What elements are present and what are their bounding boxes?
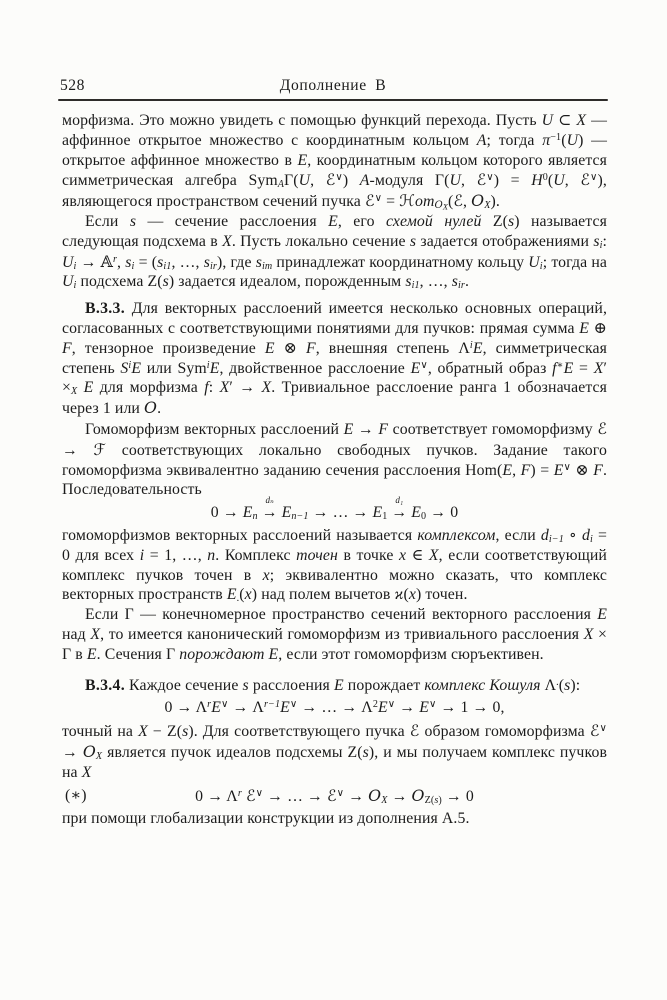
text-segment: s bbox=[593, 232, 600, 250]
text-segment: схемой нулей bbox=[386, 212, 482, 230]
text-segment: f bbox=[204, 379, 209, 397]
text-segment: ) bbox=[438, 794, 442, 806]
para-b33-operations: В.3.3. Для векторных расслоений имеется несколько основных операций, согласованных с соответствующими понятиями для пучков: прямая сумма E ⊕ F, тензорное произведение E ⊗ F, внешняя степень $\Lambda^iE$, симметрическая степень $S^iE$ или Sym$^i$E, двойственное расслоение E∨, обратный образ f∗E = X′ ×X E для морфизма f: X′ → X. Тривиальное расслоение ранга 1 обозначается через 1 или O. bbox=[62, 300, 608, 418]
text-segment: E bbox=[209, 359, 220, 377]
text-segment: x bbox=[398, 546, 407, 564]
text-segment: E bbox=[268, 645, 279, 663]
text-segment: X bbox=[95, 751, 103, 763]
text-segment: ℰ bbox=[597, 418, 607, 438]
text-segment: i bbox=[589, 534, 593, 546]
text-segment: E bbox=[242, 504, 253, 522]
text-segment: E bbox=[553, 461, 564, 479]
text-segment: E bbox=[472, 339, 483, 357]
text-segment: 0 bbox=[542, 172, 548, 184]
text-segment: комплекс Кошуля bbox=[424, 676, 541, 694]
arrow-icon: → bbox=[391, 504, 408, 522]
formula-label: (∗) bbox=[65, 786, 87, 804]
text-segment: F bbox=[520, 461, 531, 479]
text-segment: U bbox=[566, 131, 579, 149]
text-segment: . bbox=[236, 593, 240, 605]
page-number: 528 bbox=[60, 77, 85, 94]
text-segment: i bbox=[128, 359, 132, 371]
formula-koszul-complex: $0 \to \Lambda^rE^\vee \to \Lambda^{r-1}E^\vee$ → … → $\Lambda^2E^\vee \to E^\vee \to 1 \to 0$, bbox=[164, 699, 505, 717]
text-segment: O bbox=[471, 191, 485, 211]
text-segment: H bbox=[531, 172, 543, 190]
text-segment: ℰ bbox=[245, 785, 256, 805]
para-b34-koszul: В.3.4. Каждое сечение s расслоения E порождает комплекс Кошуля Λ.(s): bbox=[85, 676, 581, 694]
running-head: Дополнение В bbox=[279, 77, 387, 94]
text-segment: ℰ bbox=[364, 191, 375, 211]
text-segment: 𝔸 bbox=[100, 251, 113, 271]
text-segment: s bbox=[564, 676, 571, 694]
text-segment: E bbox=[377, 699, 388, 717]
text-segment: i bbox=[599, 240, 603, 251]
text-segment: E bbox=[131, 359, 142, 377]
text-segment: ir bbox=[210, 260, 217, 272]
text-segment: E bbox=[281, 504, 292, 522]
text-segment: d bbox=[540, 526, 549, 544]
text-segment: E bbox=[372, 504, 383, 522]
text-segment: ∨ bbox=[599, 722, 607, 734]
text-segment: X bbox=[428, 546, 439, 564]
text-segment: 0 bbox=[421, 511, 427, 523]
text-segment: ℋ bbox=[399, 191, 415, 211]
text-segment: ℰ bbox=[589, 721, 600, 741]
text-segment: U bbox=[298, 172, 311, 190]
para-exact-ideal-sheaf: точный на X − Z(s). Для соответствующего пучка ℰ образом гомоморфизма ℰ∨ → OX является пучок идеалов подсхемы Z(s), и мы получаем комплекс пучков на X bbox=[62, 721, 607, 781]
text-segment: s bbox=[129, 212, 137, 230]
text-segment: F bbox=[593, 461, 603, 479]
text-segment: Z( bbox=[424, 794, 435, 806]
text-segment: i bbox=[73, 260, 77, 272]
text-segment: X bbox=[593, 359, 604, 377]
text-segment: ℰ bbox=[453, 191, 464, 211]
text-segment: U bbox=[449, 172, 461, 190]
para-gamma-sections: Если Γ — конечномерное пространство сечений векторного расслоения E над X, то имеется канонический гомоморфизм из тривиального расслоения X × Γ в E. Сечения Γ порождают E, если этот гомоморфизм сюръективен. bbox=[62, 606, 607, 663]
text-segment: E bbox=[410, 359, 421, 377]
text-segment: ℰ bbox=[327, 785, 337, 805]
text-segment: X bbox=[261, 379, 272, 397]
text-segment: E bbox=[264, 339, 275, 357]
text-segment: X bbox=[71, 386, 78, 398]
text-segment: i bbox=[139, 546, 145, 564]
header-rule bbox=[58, 99, 608, 101]
text-segment: d bbox=[581, 526, 590, 544]
para-complex-definition: гомоморфизмов векторных расслоений называется комплексом, если di−1 ∘ di = 0 для всех i = 1, …, n. Комплекс точен в точке x ∈ X, если соответствующий комплекс пучков точен в x; эквивалентно можно сказать, что комплекс векторных пространств E.(x) над полем вычетов ϰ(x) точен. bbox=[62, 526, 607, 605]
text-segment: E bbox=[83, 379, 94, 397]
text-segment: ℰ bbox=[580, 170, 591, 190]
text-segment: f bbox=[552, 359, 557, 377]
text-segment: s bbox=[162, 273, 169, 291]
text-segment: r bbox=[113, 253, 118, 265]
para-homomorphism: Гомоморфизм векторных расслоений E → F соответствует гомоморфизму ℰ → ℱ соответствующих локально свободных пучков. Задание такого гомоморфизма эквивалентно заданию сечения расслоения Hom(E, F) = E∨ ⊗ F. Последовательность bbox=[62, 418, 608, 499]
para-zero-scheme: Если s — сечение расслоения E, его схемой нулей Z(s) называется следующая подсхема в X. Пусть локально сечение s задается отображениями si: Ui → 𝔸$^r$, si = (si1, …, sir), где sim принадлежат координатному кольцу Ui; тогда на Ui подсхема Z(s) задается идеалом, порожденным si1, …, sir. bbox=[62, 212, 608, 292]
text-segment: ∨ bbox=[374, 192, 383, 204]
text-segment: n−1 bbox=[291, 511, 309, 523]
text-segment: ∨ bbox=[220, 699, 229, 711]
text-segment: A bbox=[277, 179, 284, 191]
para-transition-functions: морфизма. Это можно увидеть с помощью функций перехода. Пусть U ⊂ X — аффинное открытое множество с координатным кольцом A; тогда $\pi^{-1}(U)$ — открытое аффинное множество в E, координатным кольцом которого является симметрическая алгебра SymAΓ(U, ℰ∨) A-модуля Γ(U, ℰ∨) = $H^0(U$, ℰ∨), являющегося пространством сечений пучка ℰ∨ = ℋomO$_X$(ℰ, OX). bbox=[62, 112, 608, 212]
text-segment: E bbox=[86, 645, 97, 663]
text-segment: s bbox=[409, 232, 417, 250]
text-segment: O bbox=[411, 785, 425, 805]
text-segment: O bbox=[82, 741, 96, 761]
text-segment: i bbox=[73, 280, 77, 292]
text-segment: s bbox=[405, 273, 412, 291]
text-segment: A bbox=[359, 172, 370, 190]
text-segment: ∨ bbox=[420, 359, 428, 371]
text-segment: i1 bbox=[163, 260, 172, 272]
text-segment: X bbox=[484, 200, 491, 212]
text-segment: s bbox=[362, 743, 369, 761]
text-segment: −1 bbox=[550, 131, 562, 143]
text-segment: E bbox=[211, 699, 221, 717]
text-segment: s bbox=[203, 253, 210, 271]
text-segment: E bbox=[328, 212, 338, 230]
para-globalization: при помощи глобализации конструкции из дополнения А.5. bbox=[62, 810, 470, 828]
page-body bbox=[62, 111, 607, 829]
text-segment: X bbox=[219, 379, 230, 397]
text-segment: ℰ bbox=[476, 170, 487, 190]
text-segment: x bbox=[244, 586, 252, 604]
text-segment: i bbox=[206, 359, 210, 371]
text-segment: E bbox=[502, 461, 513, 479]
text-segment: ir bbox=[457, 280, 465, 292]
text-segment: F bbox=[62, 339, 72, 357]
text-segment: O bbox=[368, 785, 382, 805]
text-segment: x bbox=[262, 566, 270, 584]
text-segment: r bbox=[207, 699, 212, 711]
text-segment: X bbox=[81, 763, 92, 781]
text-segment: X bbox=[90, 625, 101, 643]
text-segment: i bbox=[131, 260, 135, 272]
text-segment: E bbox=[297, 151, 308, 169]
text-segment: s bbox=[434, 794, 439, 806]
text-segment: В.3.3. bbox=[85, 300, 125, 318]
text-segment: порождают bbox=[179, 645, 265, 663]
text-segment: E bbox=[411, 504, 422, 522]
labeled-arrow bbox=[258, 495, 282, 523]
text-segment: F bbox=[378, 420, 389, 438]
text-segment: om bbox=[414, 193, 435, 211]
text-segment: s bbox=[182, 723, 189, 741]
page-header bbox=[58, 78, 608, 94]
text-segment: ϰ bbox=[394, 586, 404, 604]
text-segment: ∨ bbox=[563, 461, 571, 473]
text-segment: ℰ bbox=[409, 721, 420, 741]
text-segment: r−1 bbox=[264, 699, 281, 711]
text-segment: ℱ bbox=[93, 439, 107, 459]
text-segment: E bbox=[226, 586, 237, 604]
text-segment: X bbox=[222, 232, 232, 250]
text-segment: 2 bbox=[372, 699, 378, 711]
text-segment: ∨ bbox=[255, 787, 264, 799]
text-segment: ∨ bbox=[428, 699, 437, 711]
text-segment: O bbox=[144, 398, 158, 418]
formula-complex-sequence: 0 → En dₙ → En−1 → … → E1 d₁ → E0 → 0 bbox=[210, 495, 459, 523]
arrow-label: d₁ bbox=[395, 495, 404, 506]
text-segment: s bbox=[242, 676, 249, 694]
text-segment: U bbox=[62, 273, 74, 291]
text-segment: ∗ bbox=[556, 359, 564, 371]
text-segment: A bbox=[476, 131, 487, 149]
text-segment: i−1 bbox=[548, 534, 564, 546]
text-segment: E bbox=[597, 606, 607, 624]
text-segment: π bbox=[542, 131, 551, 149]
formula-star-sheaf-complex: (∗) $0 \to \Lambda^r$ ℰ∨ → … → ℰ∨ → OX → OZ(s) → 0 bbox=[65, 785, 474, 806]
text-segment: точен bbox=[296, 546, 338, 564]
text-segment: S bbox=[120, 359, 129, 377]
text-segment: 1 bbox=[382, 511, 388, 523]
text-segment: ∨ bbox=[590, 172, 598, 184]
text-segment: im bbox=[261, 260, 273, 272]
text-segment: U bbox=[528, 253, 540, 271]
text-segment: E bbox=[333, 676, 344, 694]
text-segment: n bbox=[207, 546, 216, 564]
text-segment: U bbox=[62, 253, 74, 271]
text-segment: комплексом bbox=[417, 526, 496, 544]
text-segment: X bbox=[138, 723, 148, 741]
text-segment: x bbox=[408, 586, 416, 604]
text-segment: s bbox=[157, 253, 164, 271]
text-segment: E bbox=[563, 359, 574, 377]
text-segment: n bbox=[252, 511, 258, 523]
text-segment: E bbox=[280, 699, 290, 717]
text-segment: s bbox=[507, 212, 515, 230]
text-segment: ∨ bbox=[289, 699, 298, 711]
text-segment: ∨ bbox=[387, 699, 396, 711]
text-segment: O bbox=[434, 200, 443, 212]
text-segment: i1 bbox=[411, 280, 420, 292]
text-segment: X bbox=[576, 112, 587, 129]
text-segment: E bbox=[343, 420, 354, 438]
text-segment: s bbox=[451, 273, 458, 291]
labeled-arrow bbox=[387, 495, 411, 523]
text-segment: X bbox=[381, 794, 388, 806]
arrow-icon: → bbox=[261, 504, 278, 522]
text-segment: ℰ bbox=[325, 170, 336, 190]
text-segment: i bbox=[469, 339, 473, 351]
arrow-label: dₙ bbox=[265, 495, 274, 506]
text-segment: E bbox=[419, 699, 429, 717]
text-segment: ∨ bbox=[336, 787, 345, 799]
text-segment: ∨ bbox=[486, 172, 494, 184]
text-segment: i bbox=[539, 260, 543, 272]
text-segment: ∨ bbox=[335, 172, 343, 184]
text-segment: U bbox=[541, 112, 554, 129]
text-segment: X bbox=[583, 625, 594, 643]
text-segment: . bbox=[556, 676, 559, 688]
text-segment: E bbox=[579, 319, 590, 337]
text-segment: s bbox=[255, 253, 262, 271]
text-segment: В.3.4. bbox=[85, 676, 125, 694]
text-segment: F bbox=[305, 339, 316, 357]
text-segment: X bbox=[442, 202, 448, 212]
text-segment: s bbox=[125, 253, 132, 271]
text-segment: r bbox=[237, 787, 242, 799]
text-segment: U bbox=[553, 172, 565, 190]
